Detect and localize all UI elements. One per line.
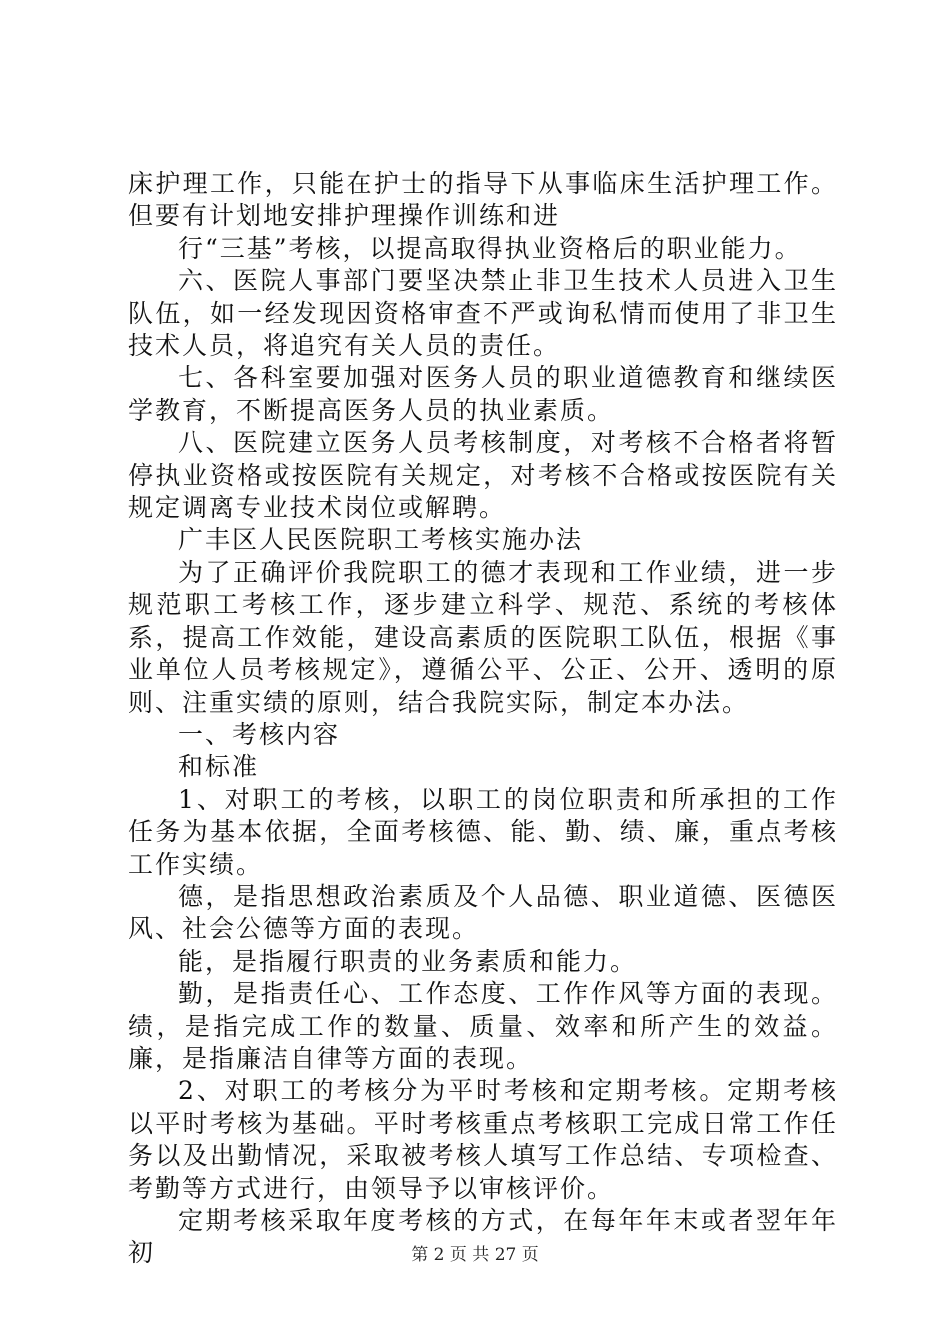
paragraph-continuation: 床护理工作，只能在护士的指导下从事临床生活护理工作。但要有计划地安排护理操作训练和进 [128, 169, 838, 231]
paragraph-qin-ji-lian: 勤，是指责任心、工作态度、工作作风等方面的表现。绩，是指完成工作的数量、质量、效率和所产生的效益。廉，是指廉洁自律等方面的表现。 [128, 979, 838, 1073]
paragraph: 行“三基”考核，以提高取得执业资格后的职业能力。 [178, 233, 802, 263]
document-title: 广丰区人民医院职工考核实施办法 [178, 525, 584, 555]
page-number-footer: 第 2 页 共 27 页 [411, 1245, 539, 1265]
paragraph-section-seven: 七、各科室要加强对医务人员的职业道德教育和继续医学教育，不断提高医务人员的执业素质。 [128, 363, 838, 425]
paragraph-intro: 为了正确评价我院职工的德才表现和工作业绩，进一步规范职工考核工作，逐步建立科学、规范、系统的考核体系，提高工作效能，建设高素质的医院职工队伍，根据《事业单位人员考核规定》，遵循公平、公正、公开、透明的原则、注重实绩的原则，结合我院实际，制定本办法。 [128, 557, 838, 717]
paragraph-item-1: 1、对职工的考核，以职工的岗位职责和所承担的工作任务为基本依据，全面考核德、能、勤、绩、廉，重点考核工作实绩。 [128, 784, 838, 879]
paragraph-item-2: 2、对职工的考核分为平时考核和定期考核。定期考核以平时考核为基础。平时考核重点考核职工完成日常工作任务以及出勤情况，采取被考核人填写工作总结、专项检查、考勤等方式进行，由领导予以审核评价。 [128, 1076, 838, 1203]
paragraph-neng: 能，是指履行职责的业务素质和能力。 [178, 946, 638, 976]
paragraph-section-six: 六、医院人事部门要坚决禁止非卫生技术人员进入卫生队伍，如一经发现因资格审查不严或询私情而使用了非卫生技术人员，将追究有关人员的责任。 [128, 266, 838, 361]
paragraph-de: 德，是指思想政治素质及个人品德、职业道德、医德医风、社会公德等方面的表现。 [128, 881, 838, 944]
paragraph-section-eight: 八、医院建立医务人员考核制度，对考核不合格者将暂停执业资格或按医院有关规定，对考核不合格或按医院有关规定调离专业技术岗位或解聘。 [128, 428, 838, 523]
paragraph-annual-review: 定期考核采取年度考核的方式，在每年年末或者翌年年初 [128, 1206, 838, 1268]
document-body [128, 168, 838, 1270]
section-heading-continuation: 和标准 [178, 752, 260, 782]
section-heading: 一、考核内容 [178, 719, 341, 749]
